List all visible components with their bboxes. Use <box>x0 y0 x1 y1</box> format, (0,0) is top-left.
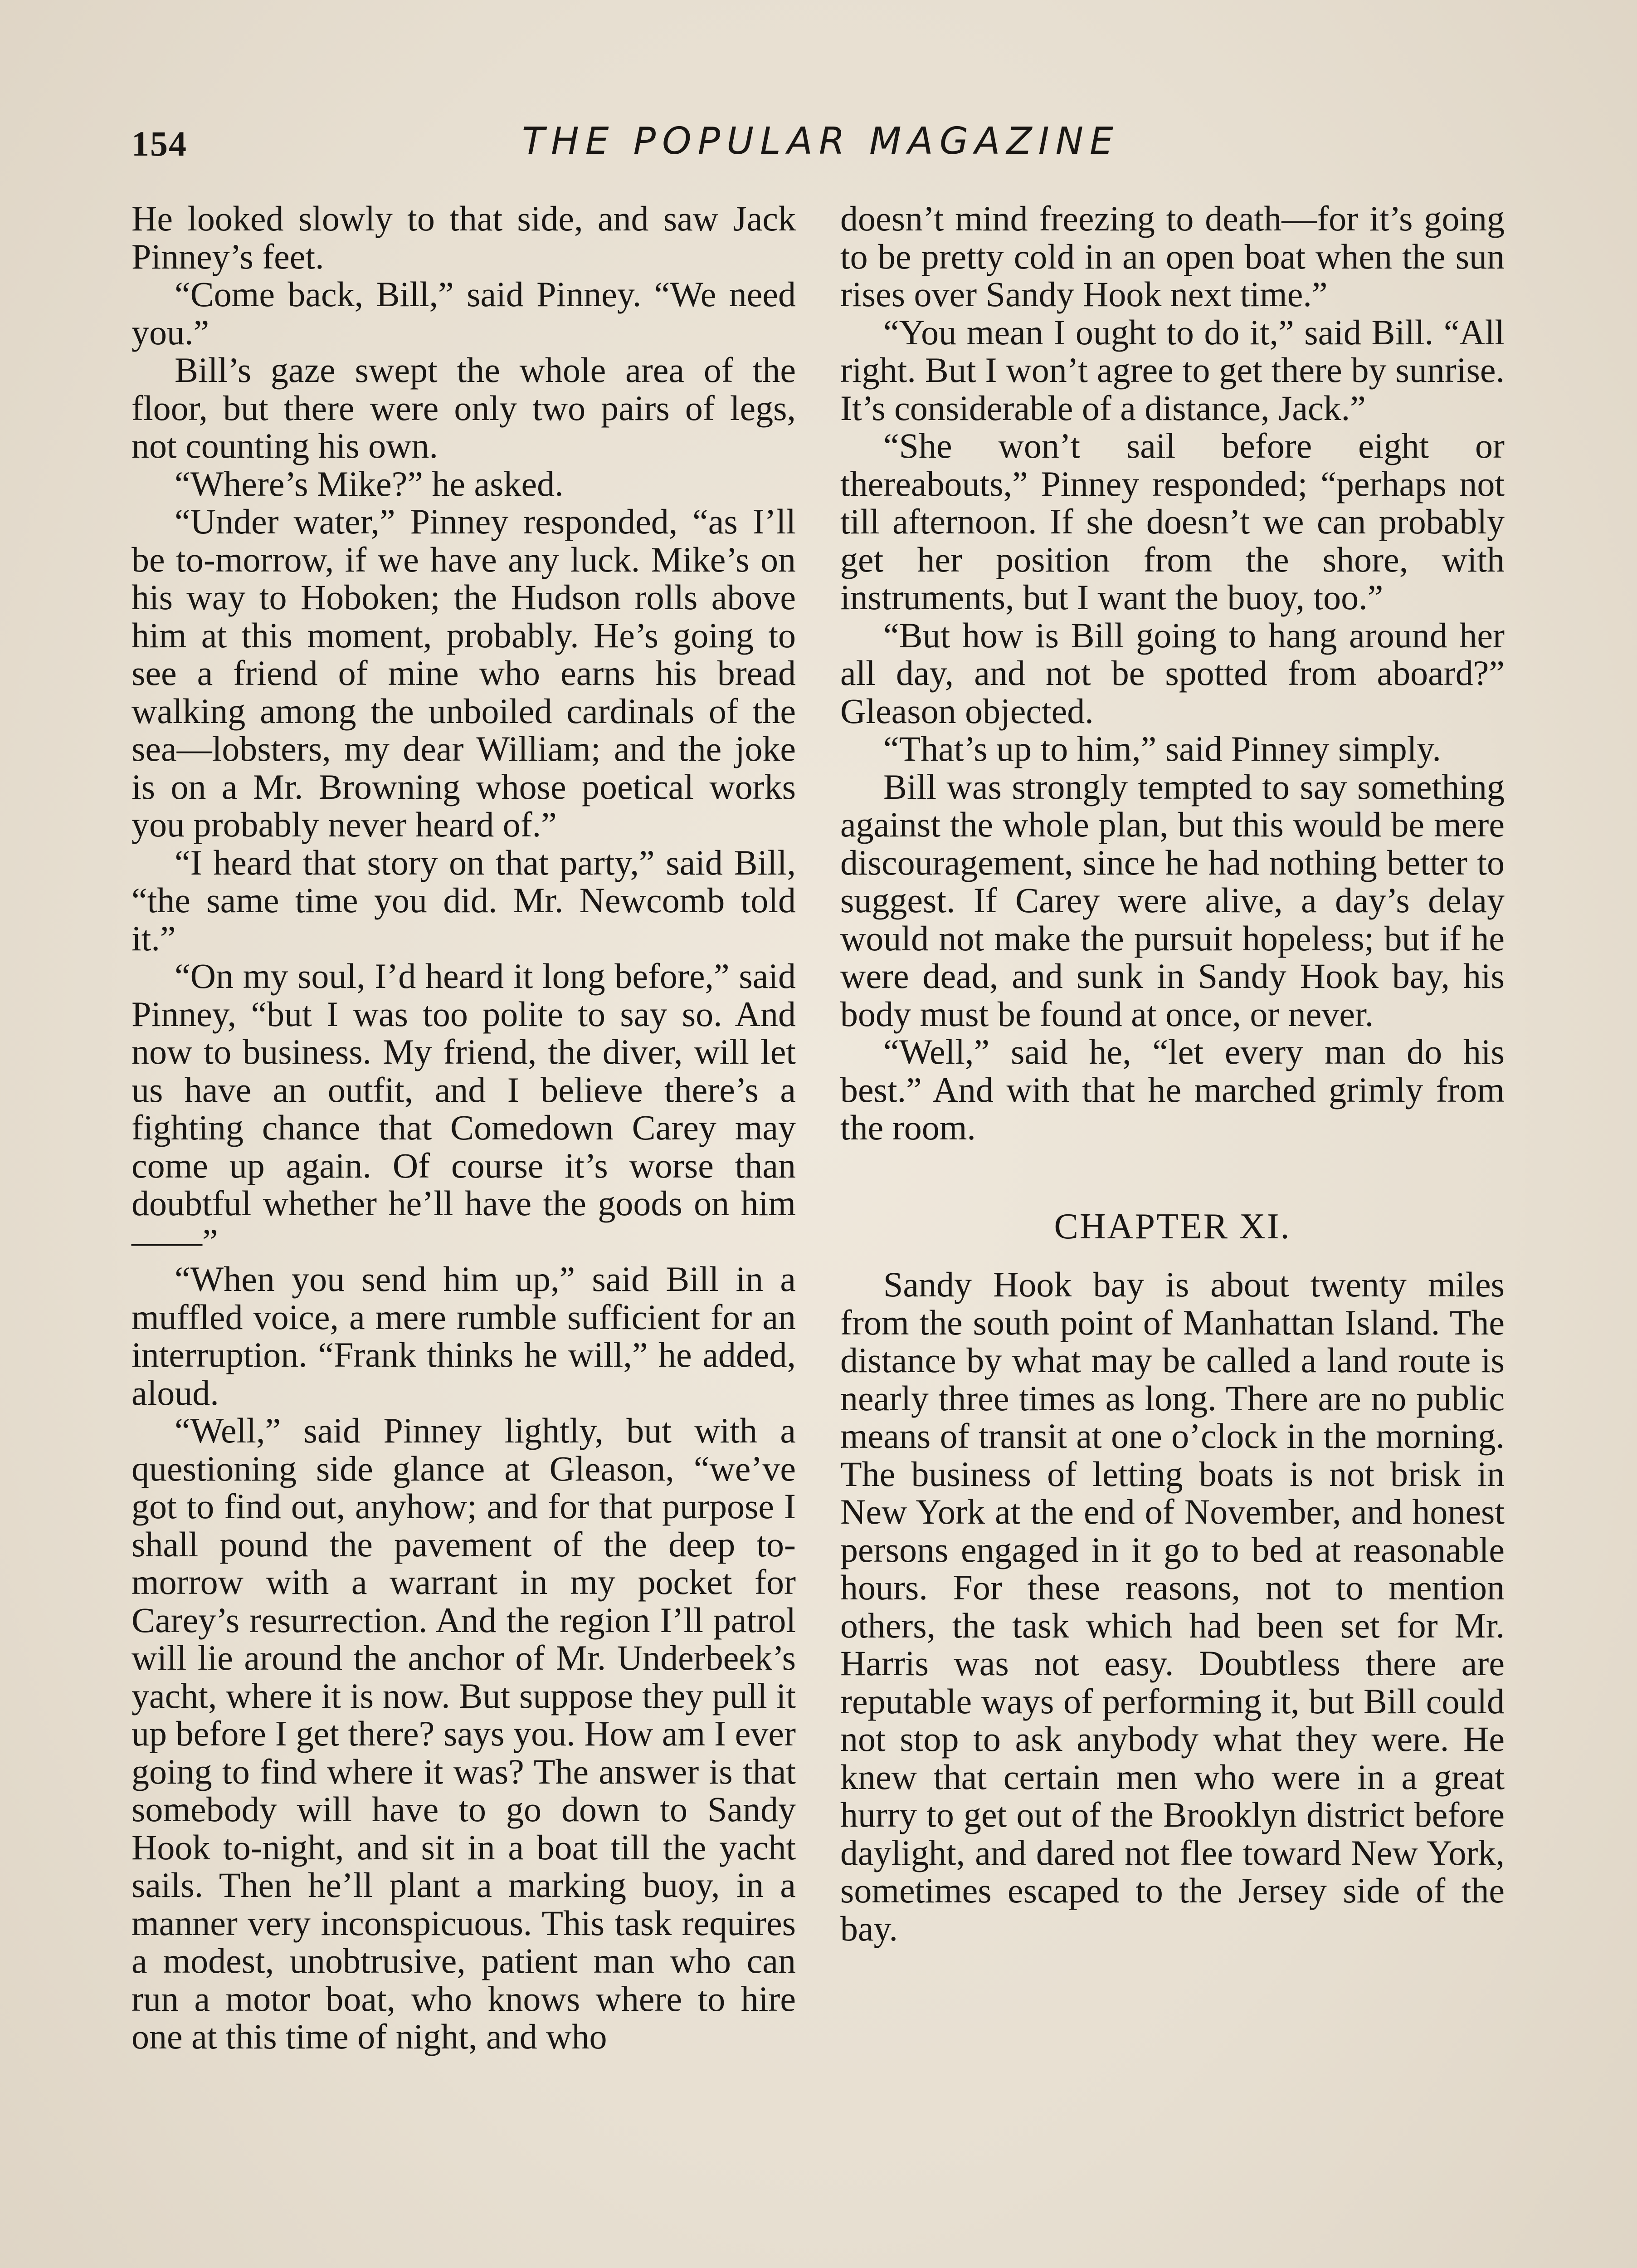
paragraph: “That’s up to him,” said Pinney simply. <box>883 729 1441 768</box>
paragraph: “I heard that story on that party,” said Bill, “the same time you did. Mr. Newcomb told it.” <box>132 842 796 958</box>
magazine-title: THE POPULAR MAGAZINE <box>522 120 1120 163</box>
chapter-heading: CHAPTER XI. <box>1054 1206 1291 1246</box>
paragraph: “On my soul, I’d heard it long before,” said Pinney, “but I was too polite to say so. And now to business. My friend, the diver, will let us have an outfit, and I believe there’s a fighting chance that Comedown Carey may come up again. Of course it’s worse than doubtful whether he’ll have the goods on him——” <box>132 956 796 1261</box>
right-column <box>840 200 1505 1947</box>
left-column <box>132 200 796 2056</box>
paragraph: “Come back, Bill,” said Pinney. “We need you.” <box>132 274 796 352</box>
page-header <box>132 117 1510 171</box>
paragraph: doesn’t mind freezing to death—for it’s going to be pretty cold in an open boat when the sun rises over Sandy Hook next time.” <box>840 199 1505 314</box>
paragraph: “Under water,” Pinney responded, “as I’ll be to-morrow, if we have any luck. Mike’s on his way to Hoboken; the Hudson rolls above him at this moment, probably. He’s going to see a friend of mine who earns his bread walking among the unboiled cardinals of the sea—lobsters, my dear William; and the joke is on a Mr. Browning whose poetical works you probably never heard of.” <box>132 502 796 844</box>
paragraph: “Well,” said Pinney lightly, but with a questioning side glance at Gleason, “we’ve got to find out, anyhow; and for that purpose I shall pound the pavement of the deep to-morrow with a warrant in my pocket for Carey’s resurrection. And the region I’ll patrol will lie around the anchor of Mr. Underbeek’s yacht, where it is now. But suppose they pull it up before I get there? says you. How am I ever going to find where it was? The answer is that somebody will have to go down to Sandy Hook to-night, and sit in a boat till the yacht sails. Then he’ll plant a marking buoy, in a manner very inconspicuous. This task requires a modest, unobtrusive, patient man who can run a motor boat, who knows where to hire one at this time of night, and who <box>132 1411 796 2056</box>
page-number: 154 <box>132 124 187 163</box>
paragraph: Sandy Hook bay is about twenty miles from the south point of Manhattan Island. The distance by what may be called a land route is nearly three times as long. There are no public means of transit at one o’clock in the morning. The business of letting boats is not brisk in New York at the end of November, and honest persons engaged in it go to bed at reasonable hours. For these reasons, not to mention others, the task which had been set for Mr. Harris was not easy. Doubtless there are reputable ways of performing it, but Bill could not stop to ask anybody what they were. He knew that certain men who were in a great hurry to get out of the Brooklyn district before daylight, and dared not flee toward New York, sometimes escaped to the Jersey side of the bay. <box>840 1265 1505 1948</box>
paragraph: “She won’t sail before eight or thereabouts,” Pinney responded; “perhaps not till afternoon. If she doesn’t we can probably get her position from the shore, with instruments, but I want the buoy, too.” <box>840 426 1505 617</box>
paragraph: “When you send him up,” said Bill in a muffled voice, a mere rumble sufficient for an interruption. “Frank thinks he will,” he added, aloud. <box>132 1259 796 1413</box>
paragraph: “But how is Bill going to hang around her all day, and not be spotted from aboard?” Gleason objected. <box>840 615 1505 731</box>
paragraph: Bill’s gaze swept the whole area of the floor, but there were only two pairs of legs, not counting his own. <box>132 350 796 465</box>
paragraph: Bill was strongly tempted to say something against the whole plan, but this would be mere discouragement, since he had nothing better to suggest. If Carey were alive, a day’s delay would not make the pursuit hopeless; but if he were dead, and sunk in Sandy Hook bay, his body must be found at once, or never. <box>840 767 1505 1034</box>
paragraph: “Well,” said he, “let every man do his best.” And with that he marched grimly from the room. <box>840 1032 1505 1147</box>
paragraph: “You mean I ought to do it,” said Bill. “All right. But I won’t agree to get there by sunrise. It’s considerable of a distance, Jack.” <box>840 312 1505 428</box>
paragraph: He looked slowly to that side, and saw Jack Pinney’s feet. <box>132 199 796 276</box>
paragraph: “Where’s Mike?” he asked. <box>175 464 564 503</box>
